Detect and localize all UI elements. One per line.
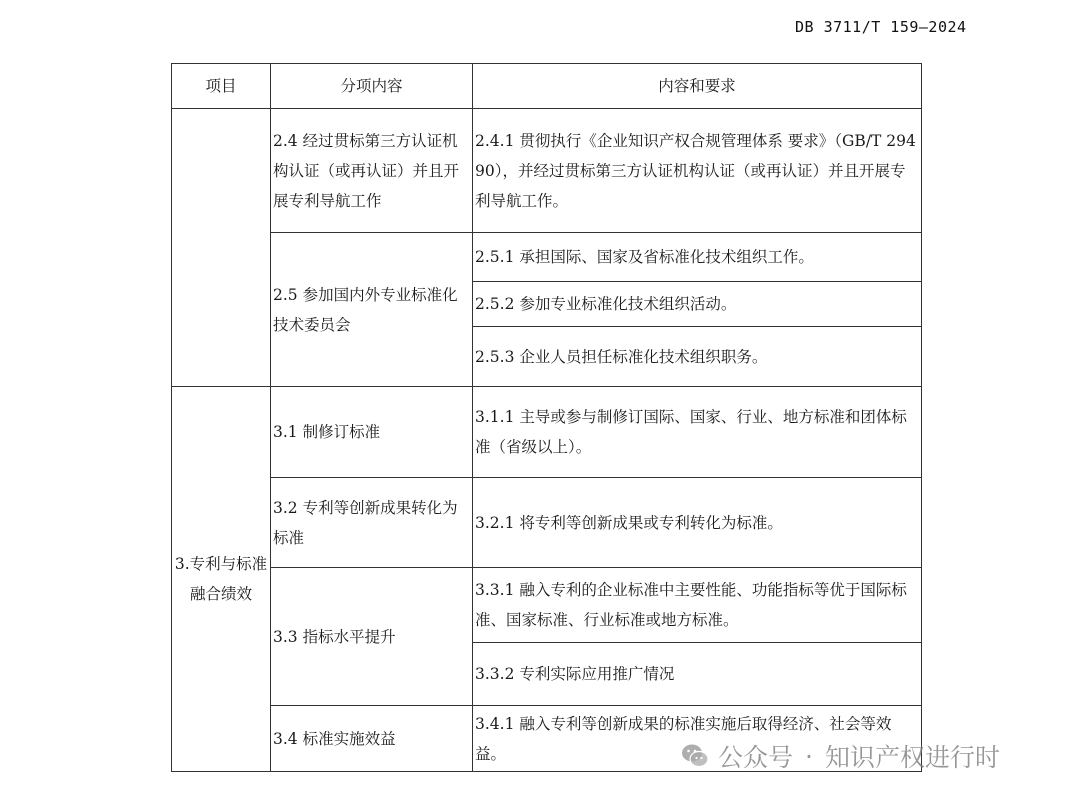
table-header-row [172, 64, 922, 109]
watermark-dot: · [805, 741, 813, 771]
sub-content-cell: 2.4 经过贯标第三方认证机构认证（或再认证）并且开展专利导航工作 [271, 109, 473, 233]
requirement-cell: 2.5.3 企业人员担任标准化技术组织职务。 [473, 327, 922, 387]
sub-content-cell: 2.5 参加国内外专业标准化技术委员会 [271, 233, 473, 387]
table-row [172, 568, 922, 643]
header-sub-content: 分项内容 [271, 64, 473, 109]
requirement-cell: 3.2.1 将专利等创新成果或专利转化为标准。 [473, 478, 922, 568]
sub-content-cell: 3.2 专利等创新成果转化为标准 [271, 478, 473, 568]
table-row [172, 233, 922, 282]
requirement-cell: 3.3.2 专利实际应用推广情况 [473, 643, 922, 706]
sub-content-cell: 3.1 制修订标准 [271, 387, 473, 478]
wechat-watermark [680, 738, 1000, 774]
watermark-source: 公众号 [718, 743, 794, 772]
item-cell [172, 109, 271, 387]
item-cell: 3.专利与标准融合绩效 [172, 387, 271, 772]
requirement-cell: 3.3.1 融入专利的企业标准中主要性能、功能指标等优于国际标准、国家标准、行业标准或地方标准。 [473, 568, 922, 643]
requirement-cell: 2.4.1 贯彻执行《企业知识产权合规管理体系 要求》（GB/T 29490），并经过贯标第三方认证机构认证（或再认证）并且开展专利导航工作。 [473, 109, 922, 233]
header-requirements: 内容和要求 [473, 64, 922, 109]
requirement-cell: 2.5.2 参加专业标准化技术组织活动。 [473, 282, 922, 327]
requirement-cell: 3.1.1 主导或参与制修订国际、国家、行业、地方标准和团体标准（省级以上）。 [473, 387, 922, 478]
header-item: 项目 [172, 64, 271, 109]
table-row [172, 387, 922, 478]
sub-content-cell: 3.3 指标水平提升 [271, 568, 473, 706]
sub-content-cell: 3.4 标准实施效益 [271, 706, 473, 772]
requirement-cell: 3.4.1 融入专利等创新成果的标准实施后取得经济、社会等效益。 [473, 706, 922, 772]
requirement-cell: 2.5.1 承担国际、国家及省标准化技术组织工作。 [473, 233, 922, 282]
standard-requirements-table [171, 63, 922, 772]
watermark-account: 知识产权进行时 [824, 743, 1000, 772]
table-row [172, 109, 922, 233]
document-code: DB 3711/T 159—2024 [795, 18, 967, 36]
table-row [172, 478, 922, 568]
wechat-icon [680, 741, 710, 771]
